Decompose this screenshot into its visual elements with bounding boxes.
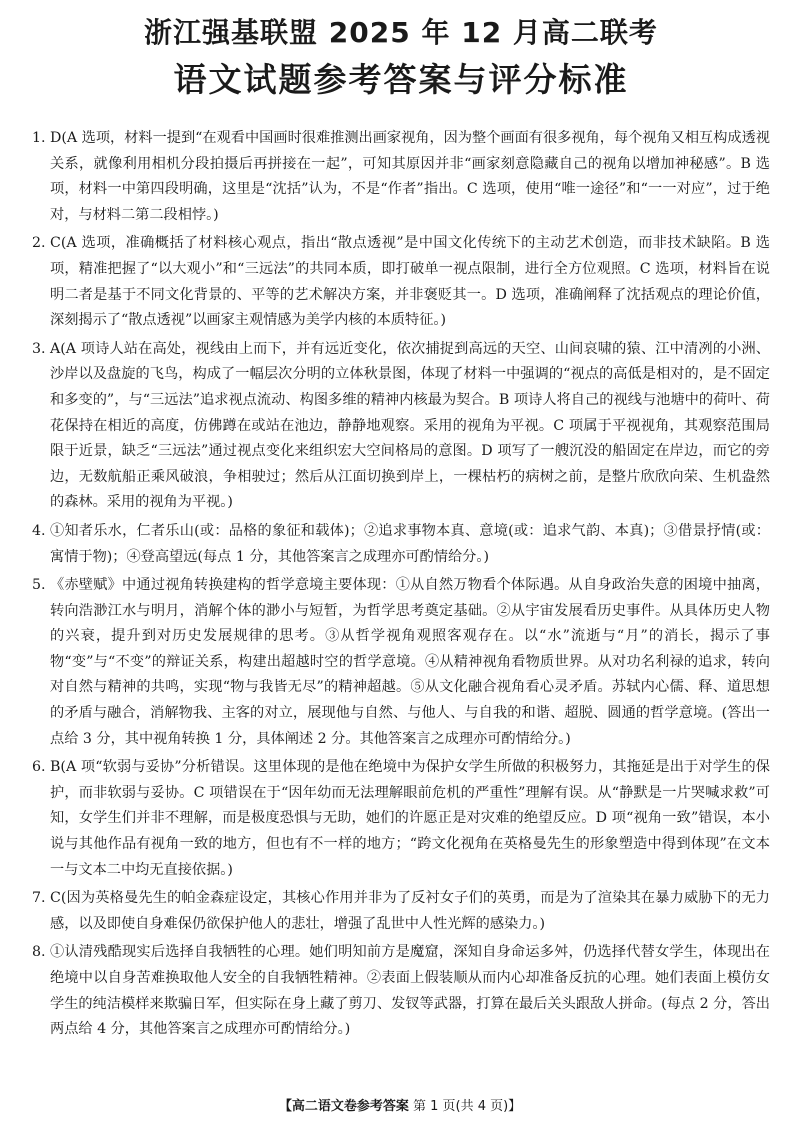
footer-page-number: 第 1 页(共 4 页)】: [412, 1099, 522, 1114]
page-footer: [0, 1097, 800, 1117]
document-title: 语文试题参考答案与评分标准: [173, 60, 629, 99]
answer-text: 《赤壁赋》中通过视角转换建构的哲学意境主要体现：①从自然万物看个体际遇。从自身政治失意的困境中抽离，转向浩渺江水与明月，消解个体的渺小与短暂，为哲学思考奠定基础。②从宇宙发展看历史事件。从具体历史人物的兴衰，提升到对历史发展规律的思考。③从哲学视角观照客观存在。以“水”流逝与“月”的消长，揭示了事物“变”与“不变”的辩证关系，构建出超越时空的哲学意境。④从精神视角看物质世界。从对功名利禄的追求，转向对自然与精神的共鸣，实现“物与我皆无尽”的精神超越。⑤从文化融合视角看心灵矛盾。苏轼内心儒、释、道思想的矛盾与融合，消解物我、主客的对立，展现他与自然、与他人、与自我的和谐、超脱、圆通的哲学意境。(答出一点给 3 分，其中视角转换 1 分，具体阐述 2 分。其他答案言之成理亦可酌情给分。): [50, 577, 770, 747]
answer-number: 5.: [32, 577, 46, 594]
answer-item-7: [32, 886, 770, 937]
answer-text: ①知者乐水，仁者乐山(或：品格的象征和载体)；②追求事物本真、意境(或：追求气韵、本真)；③借景抒情(或：寓情于物)；④登高望远(每点 1 分，其他答案言之成理亦可酌情给分。): [50, 522, 770, 565]
answer-item-2: [32, 231, 770, 333]
answer-text: C(因为英格曼先生的帕金森症设定，其核心作用并非为了反衬女子们的英勇，而是为了渲染其在暴力威胁下的无力感，以及即使自身难保仍欲保护他人的悲壮，增强了乱世中人性光辉的感染力。): [50, 890, 770, 932]
answer-number: 3.: [32, 340, 46, 357]
answer-text: ①认清残酷现实后选择自我牺牲的心理。她们明知前方是魔窟，深知自身命运多舛，仍选择代替女学生，体现出在绝境中以自身苦难换取他人安全的自我牺牲精神。②表面上假装顺从而内心却准备反抗的心理。她们表面上模仿女学生的纯洁模样来欺骗日军，但实际在身上藏了剪刀、发钗等武器，打算在最后关头跟敌人拼命。(每点 2 分，答出两点给 4 分，其他答案言之成理亦可酌情给分。): [50, 944, 770, 1038]
answer-number: 2.: [32, 235, 46, 252]
footer-title: 【高二语文卷参考答案: [278, 1099, 409, 1114]
answer-item-4: [32, 519, 770, 570]
answer-number: 6.: [32, 759, 46, 776]
answer-item-5: [32, 573, 770, 752]
answer-item-6: [32, 755, 770, 883]
answer-text: B(A 项“软弱与妥协”分析错误。这里体现的是他在绝境中为保护女学生所做的积极努力，其拖延是出于对学生的保护，而非软弱与妥协。C 项错误在于“因年幼而无法理解眼前危机的严重性”理解有误。从“静默是一片哭喊求救”可知，女学生们并非不理解，而是极度恐惧与无助，她们的许愿正是对灾难的绝望反应。D 项“视角一致”错误，本小说与其他作品有视角一致的地方，但也有不一样的地方；“跨文化视角在英格曼先生的形象塑造中得到体现”在文本一与文本二中均无直接依据。): [50, 759, 770, 878]
answer-item-8: [32, 940, 770, 1042]
answer-list: [32, 126, 770, 1043]
answer-item-3: [32, 337, 770, 516]
answer-number: 1.: [32, 130, 46, 146]
answer-text: C(A 选项，准确概括了材料核心观点，指出“散点透视”是中国文化传统下的主动艺术创造，而非技术缺陷。B 选项，精准把握了“以大观小”和“三远法”的共同本质，即打破单一视点限制，进行全方位观照。C 选项，材料旨在说明二者是基于不同文化背景的、平等的艺术解决方案，并非褒贬其一。D 选项，准确阐释了沈括观点的理论价值，深刻揭示了“散点透视”以画家主观情感为美学内核的本质特征。): [50, 235, 770, 329]
answer-text: D(A 选项，材料一提到“在观看中国画时很难推测出画家视角，因为整个画面有很多视角，每个视角又相互构成透视关系，就像利用相机分段拍摄后再拼接在一起”，可知其原因并非“画家刻意隐藏自己的视角以增加神秘感”。B 选项，材料一中第四段明确，这里是“沈括”认为，不是“作者”指出。C 选项，使用“唯一途径”和“一一对应”，过于绝对，与材料二第二段相悖。): [50, 130, 770, 223]
exam-title: 浙江强基联盟 2025 年 12 月高二联考: [144, 16, 658, 49]
answer-number: 4.: [32, 522, 46, 539]
answer-number: 8.: [32, 944, 46, 961]
answer-number: 7.: [32, 890, 46, 907]
answer-item-1: [32, 126, 770, 228]
answer-text: A(A 项诗人站在高处，视线由上而下，并有远近变化，依次捕捉到高远的天空、山间哀啸的猿、江中清冽的小洲、沙岸以及盘旋的飞鸟，构成了一幅层次分明的立体秋景图，体现了材料一中强调的“视点的高低是相对的，是不固定和多变的”，与“三远法”追求视点流动、构图多维的精神内核最为契合。B 项诗人将自己的视线与池塘中的荷叶、荷花保持在相近的高度，仿佛蹲在或站在池边，静静地观察。采用的视角为平视。C 项属于平视视角，其观察范围局限于近景，缺乏“三远法”通过视点变化来组织宏大空间格局的意图。D 项写了一艘沉没的船固定在岸边，而它的旁边，无数航船正乘风破浪，争相驶过；然后从江面切换到岸上，一棵枯朽的病树之前，是整片欣欣向荣、生机盎然的森林。采用的视角为平视。): [50, 340, 770, 511]
